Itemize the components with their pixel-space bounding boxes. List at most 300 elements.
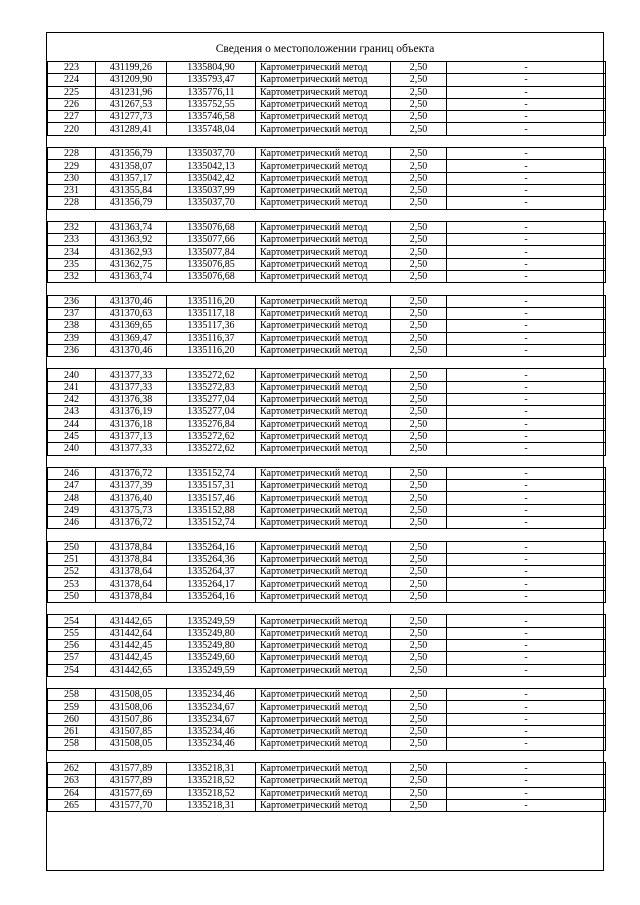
- y-coordinate-cell: 1335752,55: [167, 98, 256, 110]
- description-cell: -: [447, 221, 606, 233]
- accuracy-cell: 2,50: [391, 492, 447, 504]
- point-number-cell: 240: [48, 443, 96, 455]
- y-coordinate-cell: 1335793,47: [167, 74, 256, 86]
- y-coordinate-cell: 1335264,16: [167, 541, 256, 553]
- table-row: [48, 541, 606, 553]
- x-coordinate-cell: 431369,65: [96, 320, 167, 332]
- point-number-cell: 264: [48, 787, 96, 799]
- x-coordinate-cell: 431369,47: [96, 332, 167, 344]
- point-number-cell: 242: [48, 394, 96, 406]
- y-coordinate-cell: 1335776,11: [167, 86, 256, 98]
- method-cell: Картометрический метод: [256, 86, 391, 98]
- description-cell: -: [447, 381, 606, 393]
- y-coordinate-cell: 1335037,99: [167, 184, 256, 196]
- y-coordinate-cell: 1335117,18: [167, 307, 256, 319]
- x-coordinate-cell: 431363,74: [96, 221, 167, 233]
- table-row: [48, 430, 606, 442]
- y-coordinate-cell: 1335076,85: [167, 258, 256, 270]
- point-number-cell: 247: [48, 480, 96, 492]
- x-coordinate-cell: 431375,73: [96, 504, 167, 516]
- accuracy-cell: 2,50: [391, 74, 447, 86]
- method-cell: Картометрический метод: [256, 62, 391, 74]
- method-cell: Картометрический метод: [256, 480, 391, 492]
- group-separator: [48, 750, 606, 762]
- description-cell: -: [447, 615, 606, 627]
- description-cell: -: [447, 492, 606, 504]
- description-cell: -: [447, 123, 606, 135]
- y-coordinate-cell: 1335076,68: [167, 271, 256, 283]
- method-cell: Картометрический метод: [256, 578, 391, 590]
- table-row: [48, 74, 606, 86]
- x-coordinate-cell: 431376,72: [96, 467, 167, 479]
- point-number-cell: 231: [48, 184, 96, 196]
- method-cell: Картометрический метод: [256, 443, 391, 455]
- coordinates-table-body: [48, 62, 606, 812]
- method-cell: Картометрический метод: [256, 516, 391, 528]
- point-number-cell: 253: [48, 578, 96, 590]
- accuracy-cell: 2,50: [391, 148, 447, 160]
- description-cell: -: [447, 664, 606, 676]
- description-cell: -: [447, 775, 606, 787]
- accuracy-cell: 2,50: [391, 726, 447, 738]
- y-coordinate-cell: 1335234,46: [167, 738, 256, 750]
- group-separator-cell: [48, 676, 606, 688]
- description-cell: -: [447, 443, 606, 455]
- y-coordinate-cell: 1335157,46: [167, 492, 256, 504]
- accuracy-cell: 2,50: [391, 221, 447, 233]
- x-coordinate-cell: 431277,73: [96, 111, 167, 123]
- table-row: [48, 320, 606, 332]
- group-separator-cell: [48, 455, 606, 467]
- table-row: [48, 307, 606, 319]
- point-number-cell: 240: [48, 369, 96, 381]
- accuracy-cell: 2,50: [391, 480, 447, 492]
- accuracy-cell: 2,50: [391, 234, 447, 246]
- coordinates-table: [47, 61, 606, 812]
- point-number-cell: 263: [48, 775, 96, 787]
- accuracy-cell: 2,50: [391, 762, 447, 774]
- table-row: [48, 799, 606, 811]
- description-cell: -: [447, 480, 606, 492]
- method-cell: Картометрический метод: [256, 492, 391, 504]
- accuracy-cell: 2,50: [391, 307, 447, 319]
- accuracy-cell: 2,50: [391, 86, 447, 98]
- table-row: [48, 381, 606, 393]
- description-cell: -: [447, 258, 606, 270]
- x-coordinate-cell: 431577,70: [96, 799, 167, 811]
- method-cell: Картометрический метод: [256, 307, 391, 319]
- point-number-cell: 232: [48, 271, 96, 283]
- x-coordinate-cell: 431231,96: [96, 86, 167, 98]
- point-number-cell: 235: [48, 258, 96, 270]
- accuracy-cell: 2,50: [391, 713, 447, 725]
- table-row: [48, 787, 606, 799]
- description-cell: -: [447, 160, 606, 172]
- group-separator: [48, 676, 606, 688]
- table-row: [48, 62, 606, 74]
- method-cell: Картометрический метод: [256, 541, 391, 553]
- method-cell: Картометрический метод: [256, 762, 391, 774]
- description-cell: -: [447, 553, 606, 565]
- accuracy-cell: 2,50: [391, 62, 447, 74]
- x-coordinate-cell: 431209,90: [96, 74, 167, 86]
- accuracy-cell: 2,50: [391, 430, 447, 442]
- x-coordinate-cell: 431376,72: [96, 516, 167, 528]
- description-cell: -: [447, 148, 606, 160]
- table-row: [48, 271, 606, 283]
- x-coordinate-cell: 431376,18: [96, 418, 167, 430]
- y-coordinate-cell: 1335157,31: [167, 480, 256, 492]
- accuracy-cell: 2,50: [391, 418, 447, 430]
- x-coordinate-cell: 431577,89: [96, 775, 167, 787]
- description-cell: -: [447, 689, 606, 701]
- table-row: [48, 394, 606, 406]
- point-number-cell: 245: [48, 430, 96, 442]
- accuracy-cell: 2,50: [391, 775, 447, 787]
- x-coordinate-cell: 431357,17: [96, 172, 167, 184]
- accuracy-cell: 2,50: [391, 98, 447, 110]
- description-cell: -: [447, 467, 606, 479]
- method-cell: Картометрический метод: [256, 418, 391, 430]
- y-coordinate-cell: 1335218,31: [167, 762, 256, 774]
- x-coordinate-cell: 431377,39: [96, 480, 167, 492]
- y-coordinate-cell: 1335264,37: [167, 566, 256, 578]
- group-separator: [48, 529, 606, 541]
- accuracy-cell: 2,50: [391, 381, 447, 393]
- point-number-cell: 228: [48, 197, 96, 209]
- description-cell: -: [447, 172, 606, 184]
- x-coordinate-cell: 431378,84: [96, 553, 167, 565]
- table-row: [48, 172, 606, 184]
- method-cell: Картометрический метод: [256, 775, 391, 787]
- x-coordinate-cell: 431378,64: [96, 566, 167, 578]
- accuracy-cell: 2,50: [391, 467, 447, 479]
- accuracy-cell: 2,50: [391, 271, 447, 283]
- x-coordinate-cell: 431363,74: [96, 271, 167, 283]
- method-cell: Картометрический метод: [256, 504, 391, 516]
- table-row: [48, 762, 606, 774]
- method-cell: Картометрический метод: [256, 652, 391, 664]
- point-number-cell: 249: [48, 504, 96, 516]
- method-cell: Картометрический метод: [256, 123, 391, 135]
- description-cell: -: [447, 246, 606, 258]
- table-row: [48, 726, 606, 738]
- x-coordinate-cell: 431378,84: [96, 590, 167, 602]
- table-row: [48, 775, 606, 787]
- point-number-cell: 259: [48, 701, 96, 713]
- y-coordinate-cell: 1335042,42: [167, 172, 256, 184]
- description-cell: -: [447, 197, 606, 209]
- table-row: [48, 234, 606, 246]
- point-number-cell: 246: [48, 467, 96, 479]
- description-cell: -: [447, 701, 606, 713]
- table-row: [48, 332, 606, 344]
- table-row: [48, 197, 606, 209]
- x-coordinate-cell: 431442,45: [96, 652, 167, 664]
- accuracy-cell: 2,50: [391, 553, 447, 565]
- description-cell: -: [447, 787, 606, 799]
- accuracy-cell: 2,50: [391, 184, 447, 196]
- method-cell: Картометрический метод: [256, 221, 391, 233]
- group-separator-cell: [48, 603, 606, 615]
- y-coordinate-cell: 1335218,52: [167, 787, 256, 799]
- accuracy-cell: 2,50: [391, 394, 447, 406]
- point-number-cell: 225: [48, 86, 96, 98]
- table-row: [48, 516, 606, 528]
- point-number-cell: 228: [48, 148, 96, 160]
- table-row: [48, 160, 606, 172]
- x-coordinate-cell: 431356,79: [96, 197, 167, 209]
- point-number-cell: 260: [48, 713, 96, 725]
- description-cell: -: [447, 566, 606, 578]
- description-cell: -: [447, 762, 606, 774]
- y-coordinate-cell: 1335746,58: [167, 111, 256, 123]
- table-row: [48, 713, 606, 725]
- x-coordinate-cell: 431355,84: [96, 184, 167, 196]
- y-coordinate-cell: 1335249,59: [167, 615, 256, 627]
- x-coordinate-cell: 431356,79: [96, 148, 167, 160]
- description-cell: -: [447, 344, 606, 356]
- method-cell: Картометрический метод: [256, 553, 391, 565]
- point-number-cell: 237: [48, 307, 96, 319]
- y-coordinate-cell: 1335264,36: [167, 553, 256, 565]
- y-coordinate-cell: 1335249,59: [167, 664, 256, 676]
- description-cell: -: [447, 406, 606, 418]
- point-number-cell: 233: [48, 234, 96, 246]
- x-coordinate-cell: 431377,13: [96, 430, 167, 442]
- method-cell: Картометрический метод: [256, 197, 391, 209]
- method-cell: Картометрический метод: [256, 160, 391, 172]
- method-cell: Картометрический метод: [256, 406, 391, 418]
- method-cell: Картометрический метод: [256, 738, 391, 750]
- x-coordinate-cell: 431376,38: [96, 394, 167, 406]
- method-cell: Картометрический метод: [256, 246, 391, 258]
- method-cell: Картометрический метод: [256, 320, 391, 332]
- table-row: [48, 627, 606, 639]
- description-cell: -: [447, 234, 606, 246]
- point-number-cell: 226: [48, 98, 96, 110]
- accuracy-cell: 2,50: [391, 787, 447, 799]
- y-coordinate-cell: 1335264,17: [167, 578, 256, 590]
- table-row: [48, 689, 606, 701]
- table-row: [48, 406, 606, 418]
- accuracy-cell: 2,50: [391, 516, 447, 528]
- table-row: [48, 701, 606, 713]
- table-row: [48, 148, 606, 160]
- y-coordinate-cell: 1335037,70: [167, 197, 256, 209]
- accuracy-cell: 2,50: [391, 639, 447, 651]
- method-cell: Картометрический метод: [256, 787, 391, 799]
- method-cell: Картометрический метод: [256, 726, 391, 738]
- description-cell: -: [447, 627, 606, 639]
- point-number-cell: 238: [48, 320, 96, 332]
- point-number-cell: 262: [48, 762, 96, 774]
- x-coordinate-cell: 431442,64: [96, 627, 167, 639]
- table-row: [48, 664, 606, 676]
- y-coordinate-cell: 1335218,52: [167, 775, 256, 787]
- point-number-cell: 234: [48, 246, 96, 258]
- description-cell: -: [447, 504, 606, 516]
- x-coordinate-cell: 431267,53: [96, 98, 167, 110]
- group-separator-cell: [48, 209, 606, 221]
- y-coordinate-cell: 1335152,74: [167, 516, 256, 528]
- point-number-cell: 254: [48, 615, 96, 627]
- table-row: [48, 467, 606, 479]
- x-coordinate-cell: 431358,07: [96, 160, 167, 172]
- point-number-cell: 250: [48, 541, 96, 553]
- group-separator: [48, 135, 606, 147]
- table-row: [48, 221, 606, 233]
- accuracy-cell: 2,50: [391, 615, 447, 627]
- method-cell: Картометрический метод: [256, 639, 391, 651]
- method-cell: Картометрический метод: [256, 394, 391, 406]
- y-coordinate-cell: 1335264,16: [167, 590, 256, 602]
- point-number-cell: 236: [48, 344, 96, 356]
- point-number-cell: 227: [48, 111, 96, 123]
- group-separator: [48, 209, 606, 221]
- x-coordinate-cell: 431370,46: [96, 295, 167, 307]
- x-coordinate-cell: 431378,84: [96, 541, 167, 553]
- y-coordinate-cell: 1335076,68: [167, 221, 256, 233]
- accuracy-cell: 2,50: [391, 689, 447, 701]
- accuracy-cell: 2,50: [391, 541, 447, 553]
- x-coordinate-cell: 431507,86: [96, 713, 167, 725]
- accuracy-cell: 2,50: [391, 332, 447, 344]
- y-coordinate-cell: 1335249,80: [167, 627, 256, 639]
- point-number-cell: 258: [48, 738, 96, 750]
- point-number-cell: 246: [48, 516, 96, 528]
- table-row: [48, 652, 606, 664]
- point-number-cell: 230: [48, 172, 96, 184]
- accuracy-cell: 2,50: [391, 504, 447, 516]
- method-cell: Картометрический метод: [256, 701, 391, 713]
- accuracy-cell: 2,50: [391, 320, 447, 332]
- method-cell: Картометрический метод: [256, 590, 391, 602]
- point-number-cell: 243: [48, 406, 96, 418]
- table-row: [48, 504, 606, 516]
- accuracy-cell: 2,50: [391, 627, 447, 639]
- y-coordinate-cell: 1335234,67: [167, 713, 256, 725]
- table-row: [48, 639, 606, 651]
- accuracy-cell: 2,50: [391, 799, 447, 811]
- y-coordinate-cell: 1335272,62: [167, 443, 256, 455]
- accuracy-cell: 2,50: [391, 123, 447, 135]
- description-cell: -: [447, 307, 606, 319]
- y-coordinate-cell: 1335272,62: [167, 369, 256, 381]
- method-cell: Картометрический метод: [256, 381, 391, 393]
- point-number-cell: 254: [48, 664, 96, 676]
- point-number-cell: 251: [48, 553, 96, 565]
- x-coordinate-cell: 431577,89: [96, 762, 167, 774]
- accuracy-cell: 2,50: [391, 578, 447, 590]
- accuracy-cell: 2,50: [391, 566, 447, 578]
- table-row: [48, 738, 606, 750]
- x-coordinate-cell: 431376,19: [96, 406, 167, 418]
- accuracy-cell: 2,50: [391, 738, 447, 750]
- x-coordinate-cell: 431442,65: [96, 664, 167, 676]
- point-number-cell: 265: [48, 799, 96, 811]
- point-number-cell: 248: [48, 492, 96, 504]
- x-coordinate-cell: 431508,06: [96, 701, 167, 713]
- y-coordinate-cell: 1335042,13: [167, 160, 256, 172]
- y-coordinate-cell: 1335152,88: [167, 504, 256, 516]
- x-coordinate-cell: 431377,33: [96, 443, 167, 455]
- method-cell: Картометрический метод: [256, 295, 391, 307]
- x-coordinate-cell: 431199,26: [96, 62, 167, 74]
- point-number-cell: 255: [48, 627, 96, 639]
- method-cell: Картометрический метод: [256, 98, 391, 110]
- method-cell: Картометрический метод: [256, 111, 391, 123]
- method-cell: Картометрический метод: [256, 799, 391, 811]
- y-coordinate-cell: 1335234,67: [167, 701, 256, 713]
- document-frame: [46, 32, 604, 871]
- group-separator-cell: [48, 283, 606, 295]
- group-separator: [48, 283, 606, 295]
- accuracy-cell: 2,50: [391, 369, 447, 381]
- point-number-cell: 239: [48, 332, 96, 344]
- accuracy-cell: 2,50: [391, 664, 447, 676]
- y-coordinate-cell: 1335277,04: [167, 406, 256, 418]
- y-coordinate-cell: 1335804,90: [167, 62, 256, 74]
- group-separator-cell: [48, 529, 606, 541]
- point-number-cell: 250: [48, 590, 96, 602]
- description-cell: -: [447, 652, 606, 664]
- description-cell: -: [447, 639, 606, 651]
- point-number-cell: 232: [48, 221, 96, 233]
- description-cell: -: [447, 394, 606, 406]
- x-coordinate-cell: 431377,33: [96, 381, 167, 393]
- method-cell: Картометрический метод: [256, 344, 391, 356]
- group-separator: [48, 357, 606, 369]
- y-coordinate-cell: 1335276,84: [167, 418, 256, 430]
- y-coordinate-cell: 1335748,04: [167, 123, 256, 135]
- description-cell: -: [447, 295, 606, 307]
- y-coordinate-cell: 1335077,84: [167, 246, 256, 258]
- method-cell: Картометрический метод: [256, 713, 391, 725]
- accuracy-cell: 2,50: [391, 160, 447, 172]
- x-coordinate-cell: 431362,93: [96, 246, 167, 258]
- group-separator-cell: [48, 357, 606, 369]
- description-cell: -: [447, 74, 606, 86]
- description-cell: -: [447, 430, 606, 442]
- x-coordinate-cell: 431377,33: [96, 369, 167, 381]
- point-number-cell: 261: [48, 726, 96, 738]
- y-coordinate-cell: 1335218,31: [167, 799, 256, 811]
- description-cell: -: [447, 320, 606, 332]
- accuracy-cell: 2,50: [391, 246, 447, 258]
- description-cell: -: [447, 738, 606, 750]
- group-separator-cell: [48, 750, 606, 762]
- table-row: [48, 615, 606, 627]
- description-cell: -: [447, 578, 606, 590]
- point-number-cell: 241: [48, 381, 96, 393]
- method-cell: Картометрический метод: [256, 258, 391, 270]
- description-cell: -: [447, 332, 606, 344]
- method-cell: Картометрический метод: [256, 172, 391, 184]
- method-cell: Картометрический метод: [256, 615, 391, 627]
- x-coordinate-cell: 431370,46: [96, 344, 167, 356]
- table-row: [48, 246, 606, 258]
- table-row: [48, 553, 606, 565]
- y-coordinate-cell: 1335116,20: [167, 344, 256, 356]
- method-cell: Картометрический метод: [256, 689, 391, 701]
- y-coordinate-cell: 1335116,20: [167, 295, 256, 307]
- description-cell: -: [447, 98, 606, 110]
- method-cell: Картометрический метод: [256, 74, 391, 86]
- method-cell: Картометрический метод: [256, 430, 391, 442]
- point-number-cell: 236: [48, 295, 96, 307]
- point-number-cell: 256: [48, 639, 96, 651]
